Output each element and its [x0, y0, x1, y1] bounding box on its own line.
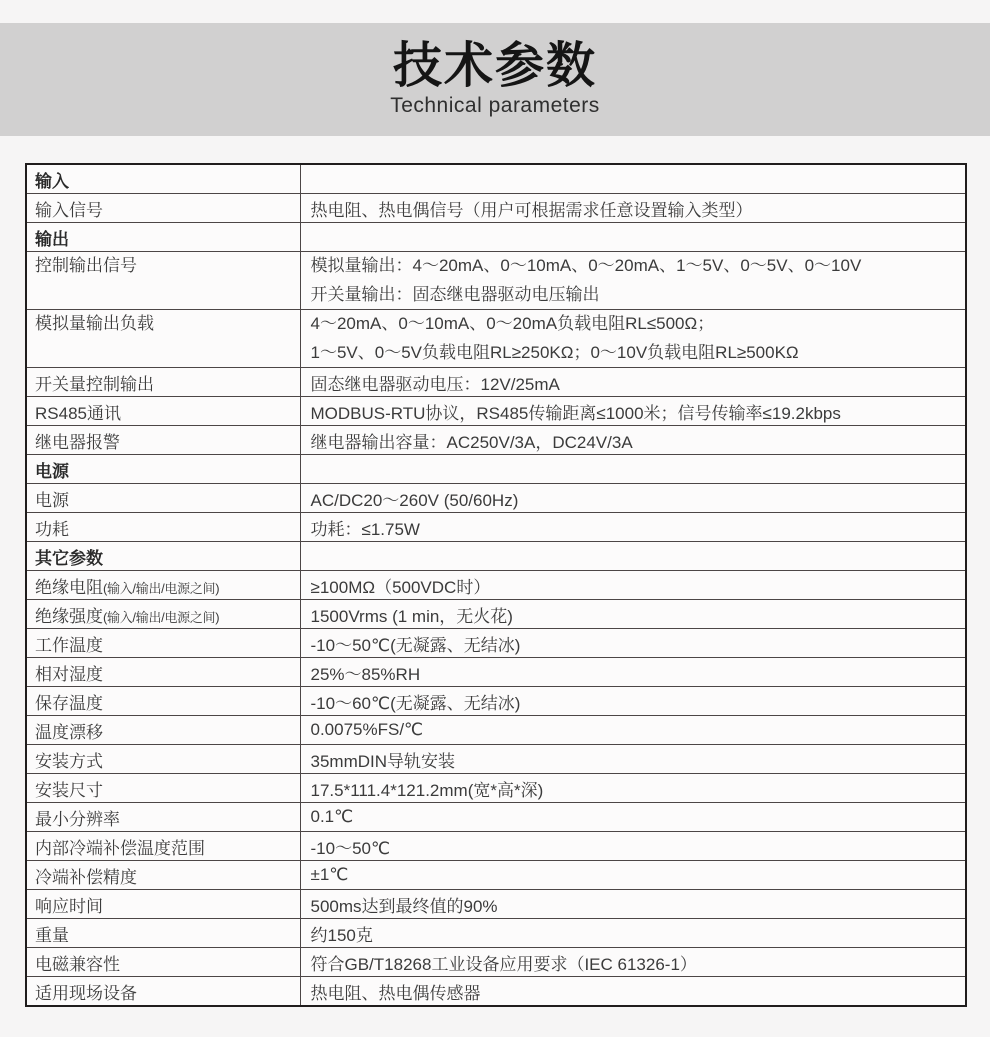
param-value-cell: [300, 832, 966, 861]
param-value-cell: [300, 542, 966, 571]
page-title: 技术参数: [392, 38, 597, 93]
param-label: 安装尺寸: [35, 780, 103, 800]
param-label-cell: [26, 252, 300, 310]
param-label: 安装方式: [35, 751, 103, 771]
param-value-line: 模拟量输出：4～20mA、0～10mA、0～20mA、1～5V、0～5V、0～10V: [310, 256, 862, 275]
param-label-cell: [26, 774, 300, 803]
param-label: 工作温度: [35, 635, 103, 655]
table-row: [26, 629, 966, 658]
param-label-cell: [26, 687, 300, 716]
param-value: MODBUS-RTU协议，RS485传输距离≤1000米；信号传输率≤19.2kbps: [310, 403, 841, 423]
param-value: 25%～85%RH: [310, 664, 421, 684]
section-label-cell: [26, 542, 300, 571]
param-label-cell: [26, 194, 300, 223]
param-label-cell: [26, 484, 300, 513]
param-value-cell: [300, 223, 966, 252]
section-row-input: [26, 164, 966, 194]
param-label-cell: [26, 629, 300, 658]
param-label: 模拟量输出负载: [35, 314, 154, 333]
table-row: [26, 716, 966, 745]
param-label: 响应时间: [35, 896, 103, 916]
section-label: 电源: [35, 461, 69, 481]
param-value: -10～50℃: [310, 838, 391, 858]
param-label: 开关量控制输出: [35, 374, 154, 394]
param-value-cell: [300, 658, 966, 687]
page-subtitle: Technical parameters: [390, 94, 600, 118]
param-label: 重量: [35, 925, 69, 945]
param-label: 控制输出信号: [35, 256, 137, 275]
param-label-cell: [26, 919, 300, 948]
param-value-cell: [300, 745, 966, 774]
param-value-cell: [300, 629, 966, 658]
section-row-output: [26, 223, 966, 252]
table-row: [26, 745, 966, 774]
param-value-cell: [300, 716, 966, 745]
param-value-cell: [300, 803, 966, 832]
param-value: ≥100MΩ（500VDC时）: [310, 577, 491, 597]
section-label: 输入: [35, 171, 69, 191]
header-band: [0, 23, 990, 136]
param-label: 内部冷端补偿温度范围: [35, 838, 205, 858]
param-value-line: 4～20mA、0～10mA、0～20mA负载电阻RL≤500Ω；: [310, 314, 715, 333]
table-row: [26, 368, 966, 397]
param-value: 0.1℃: [310, 807, 354, 826]
section-label: 其它参数: [35, 548, 103, 568]
table-row: [26, 513, 966, 542]
param-label: 冷端补偿精度: [35, 867, 137, 887]
param-label-cell: [26, 310, 300, 368]
table-row: [26, 832, 966, 861]
param-label: 相对湿度: [35, 664, 103, 684]
param-value-cell: [300, 426, 966, 455]
param-label-cell: [26, 571, 300, 600]
table-row: [26, 803, 966, 832]
param-label-cell: [26, 745, 300, 774]
param-label: 电磁兼容性: [35, 954, 120, 974]
table-row: [26, 861, 966, 890]
table-row: [26, 890, 966, 919]
param-value: 热电阻、热电偶传感器: [310, 983, 481, 1003]
section-row-other: [26, 542, 966, 571]
param-label-note: (输入/输出/电源之间): [103, 609, 220, 625]
table-row: [26, 571, 966, 600]
param-value-cell: [300, 774, 966, 803]
param-value: 功耗：≤1.75W: [310, 519, 420, 539]
param-label: 输入信号: [35, 200, 103, 220]
param-label: 最小分辨率: [35, 809, 120, 829]
param-value-cell: [300, 948, 966, 977]
param-label-cell: [26, 977, 300, 1007]
param-label-note: (输入/输出/电源之间): [103, 580, 220, 596]
param-value: 约150克: [310, 925, 373, 945]
param-value-cell: [300, 513, 966, 542]
param-value: 17.5*111.4*121.2mm(宽*高*深): [310, 780, 544, 800]
param-label: 电源: [35, 490, 69, 510]
table-row: [26, 484, 966, 513]
param-value: AC/DC20～260V (50/60Hz): [310, 490, 519, 510]
param-value-cell: [300, 571, 966, 600]
param-label: 温度漂移: [35, 722, 103, 742]
param-label-cell: [26, 513, 300, 542]
table-row: [26, 426, 966, 455]
param-label: RS485通讯: [35, 403, 121, 423]
param-label-cell: [26, 426, 300, 455]
param-value-line: 1～5V、0～5V负载电阻RL≥250KΩ；0～10V负载电阻RL≥500KΩ: [310, 342, 799, 362]
table-row: [26, 658, 966, 687]
param-label: 继电器报警: [35, 432, 120, 452]
param-label: 保存温度: [35, 693, 103, 713]
table-row: [26, 687, 966, 716]
param-label: 绝缘强度: [35, 606, 103, 626]
param-value-cell: [300, 977, 966, 1007]
table-row: [26, 600, 966, 629]
param-value: 固态继电器驱动电压：12V/25mA: [310, 374, 560, 394]
param-value: -10～60℃(无凝露、无结冰): [310, 693, 521, 713]
param-label: 功耗: [35, 519, 69, 539]
param-value: 35mmDIN导轨安装: [310, 751, 456, 771]
section-label-cell: [26, 223, 300, 252]
param-value-cell: [300, 890, 966, 919]
param-label-cell: [26, 948, 300, 977]
param-label-cell: [26, 832, 300, 861]
param-value: ±1℃: [310, 865, 349, 884]
param-value-cell: [300, 600, 966, 629]
table-row: [26, 397, 966, 426]
param-value-line: 开关量输出：固态继电器驱动电压输出: [310, 284, 600, 304]
param-label-cell: [26, 600, 300, 629]
param-value-cell: [300, 861, 966, 890]
param-value-cell: [300, 455, 966, 484]
param-value-cell: [300, 164, 966, 194]
param-label: 绝缘电阻: [35, 577, 103, 597]
param-label: 适用现场设备: [35, 983, 137, 1003]
param-label-cell: [26, 368, 300, 397]
param-label-cell: [26, 861, 300, 890]
table-row: [26, 252, 966, 310]
section-label-cell: [26, 164, 300, 194]
param-label-cell: [26, 397, 300, 426]
param-value: 热电阻、热电偶信号（用户可根据需求任意设置输入类型）: [310, 200, 753, 220]
param-value-cell: [300, 484, 966, 513]
table-row: [26, 774, 966, 803]
table-row: [26, 948, 966, 977]
param-value-cell: [300, 252, 966, 310]
table-row: [26, 919, 966, 948]
section-label-cell: [26, 455, 300, 484]
param-value: 0.0075%FS/℃: [310, 720, 424, 739]
param-value-cell: [300, 687, 966, 716]
section-row-power: [26, 455, 966, 484]
param-value: 继电器输出容量：AC250V/3A，DC24V/3A: [310, 432, 633, 452]
param-value-cell: [300, 368, 966, 397]
param-value: -10～50℃(无凝露、无结冰): [310, 635, 521, 655]
section-label: 输出: [35, 229, 69, 249]
table-row: [26, 977, 966, 1007]
param-value-cell: [300, 194, 966, 223]
table-row: [26, 194, 966, 223]
param-value-cell: [300, 397, 966, 426]
param-label-cell: [26, 716, 300, 745]
param-value-cell: [300, 310, 966, 368]
param-value-cell: [300, 919, 966, 948]
param-value: 1500Vrms (1 min，无火花): [310, 606, 513, 626]
param-value: 符合GB/T18268工业设备应用要求（IEC 61326-1）: [310, 954, 697, 974]
param-label-cell: [26, 658, 300, 687]
table-row: [26, 310, 966, 368]
param-value: 500ms达到最终值的90%: [310, 896, 498, 916]
spec-table: [25, 163, 967, 1007]
param-label-cell: [26, 890, 300, 919]
param-label-cell: [26, 803, 300, 832]
